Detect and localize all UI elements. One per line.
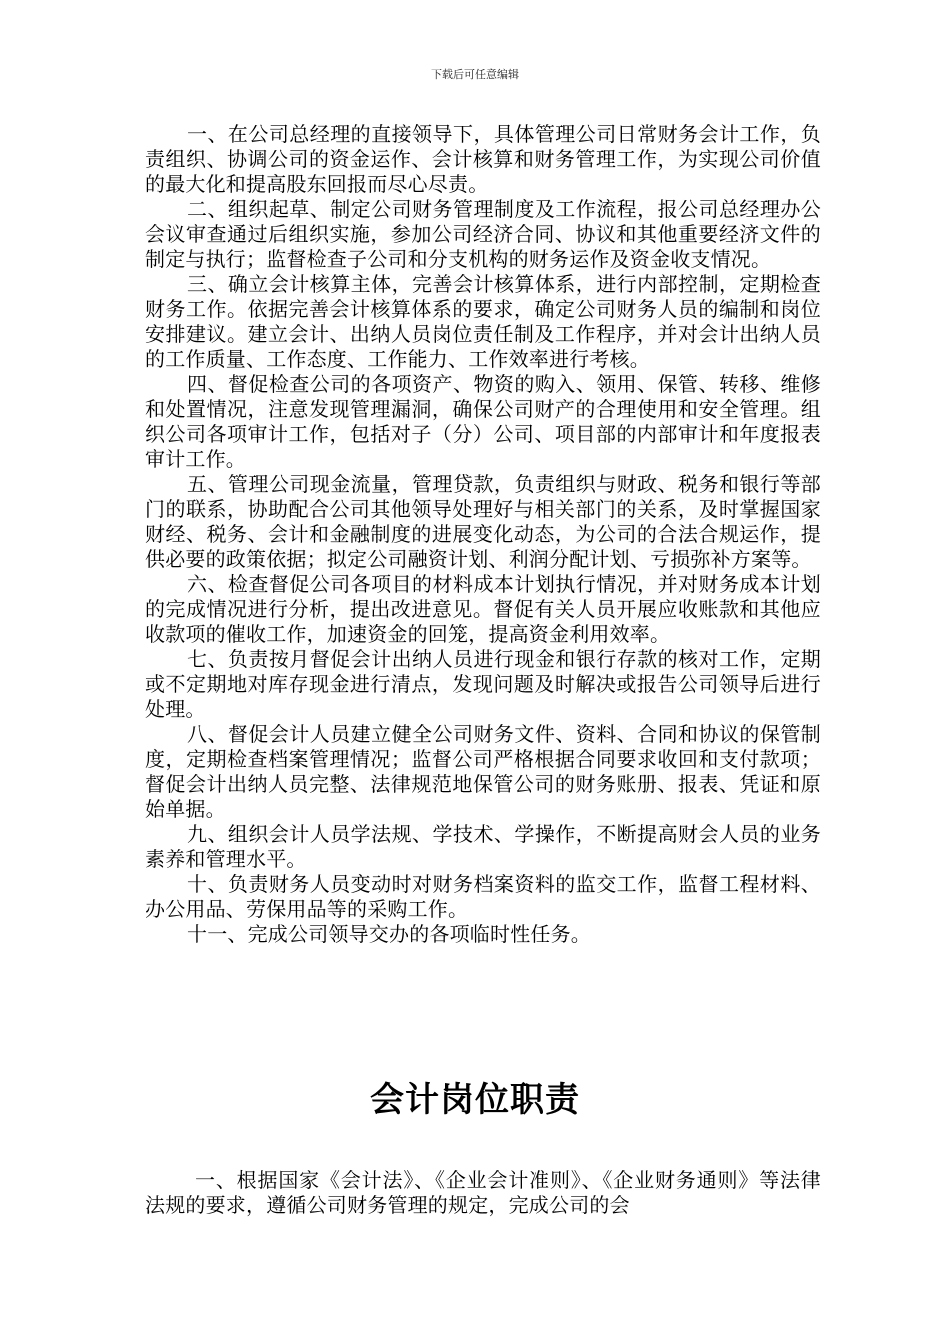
duty-paragraph: 四、督促检查公司的各项资产、物资的购入、领用、保管、转移、维修和处置情况，注意发现管理漏洞，确保公司财产的合理使用和安全管理。组织公司各项审计工作，包括对子（分）公司、项目部的内部审计和年度报表审计工作。 [145, 372, 821, 471]
duty-paragraph: 十一、完成公司领导交办的各项临时性任务。 [187, 922, 591, 946]
duty-list [145, 122, 821, 947]
duty-paragraph: 一、在公司总经理的直接领导下，具体管理公司日常财务会计工作，负责组织、协调公司的资金运作、会计核算和财务管理工作，为实现公司价值的最大化和提高股东回报而尽心尽责。 [145, 122, 821, 196]
duty-paragraph: 二、组织起草、制定公司财务管理制度及工作流程，报公司总经理办公会议审查通过后组织实施，参加公司经济合同、协议和其他重要经济文件的制定与执行；监督检查子公司和分支机构的财务运作及资金收支情况。 [145, 197, 821, 271]
accounting-duty-list [145, 1168, 821, 1218]
duty-paragraph: 一、根据国家《会计法》、《企业会计准则》、《企业财务通则》等法律法规的要求，遵循公司财务管理的规定，完成公司的会 [145, 1168, 821, 1217]
section-title: 会计岗位职责 [370, 1080, 580, 1120]
duty-paragraph: 十、负责财务人员变动时对财务档案资料的监交工作，监督工程材料、办公用品、劳保用品等的采购工作。 [145, 872, 821, 921]
duty-paragraph: 九、组织会计人员学法规、学技术、学操作，不断提高财会人员的业务素养和管理水平。 [145, 822, 821, 871]
duty-paragraph: 五、管理公司现金流量，管理贷款，负责组织与财政、税务和银行等部门的联系，协助配合公司其他领导处理好与相关部门的关系，及时掌握国家财经、税务、会计和金融制度的进展变化动态，为公司的合法合规运作，提供必要的政策依据；拟定公司融资计划、利润分配计划、亏损弥补方案等。 [145, 472, 821, 571]
header-note: 下载后可任意编辑 [431, 68, 519, 81]
duty-paragraph: 八、督促会计人员建立健全公司财务文件、资料、合同和协议的保管制度，定期检查档案管理情况；监督公司严格根据合同要求收回和支付款项；督促会计出纳人员完整、法律规范地保管公司的财务账册、报表、凭证和原始单据。 [145, 722, 821, 821]
duty-paragraph: 三、确立会计核算主体，完善会计核算体系，进行内部控制，定期检查财务工作。依据完善会计核算体系的要求，确定公司财务人员的编制和岗位安排建议。建立会计、出纳人员岗位责任制及工作程序，并对会计出纳人员的工作质量、工作态度、工作能力、工作效率进行考核。 [145, 272, 821, 371]
duty-paragraph: 七、负责按月督促会计出纳人员进行现金和银行存款的核对工作，定期或不定期地对库存现金进行清点，发现问题及时解决或报告公司领导后进行处理。 [145, 647, 821, 721]
duty-paragraph: 六、检查督促公司各项目的材料成本计划执行情况，并对财务成本计划的完成情况进行分析，提出改进意见。督促有关人员开展应收账款和其他应收款项的催收工作，加速资金的回笼，提高资金利用效率。 [145, 572, 821, 646]
